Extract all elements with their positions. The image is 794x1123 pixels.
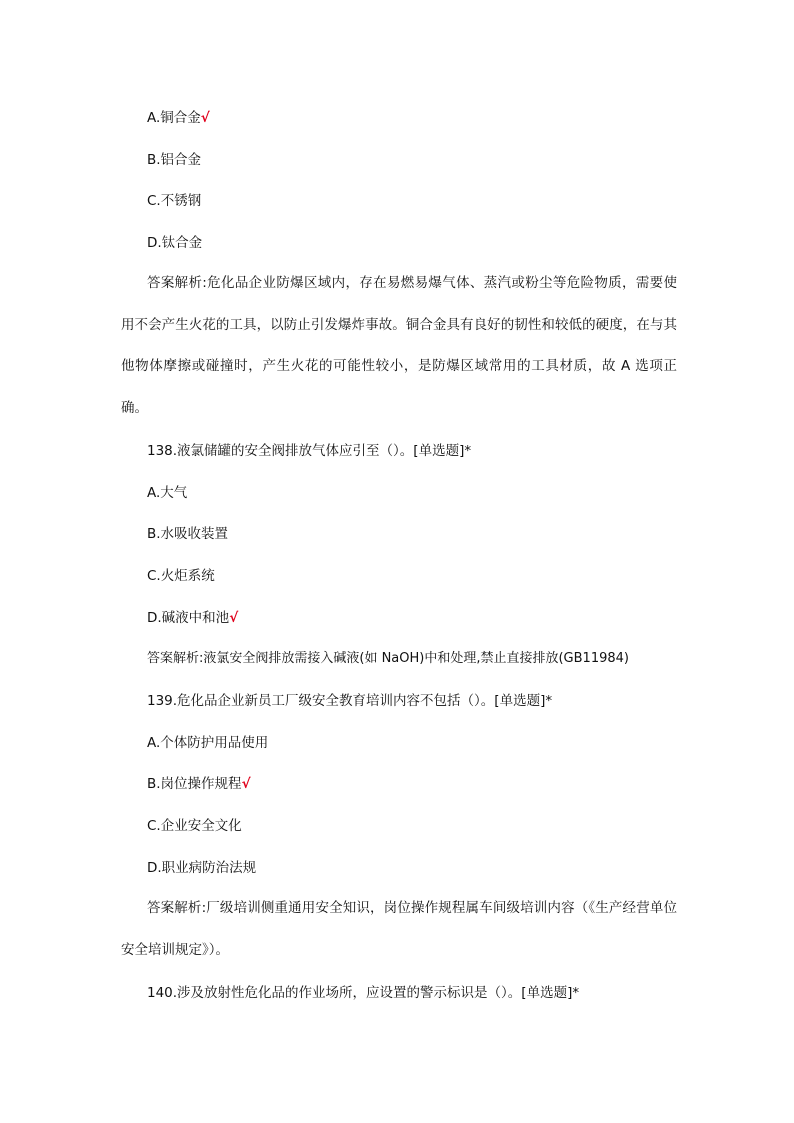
- option-d: D.钛合金: [147, 235, 203, 251]
- option-b: B.岗位操作规程√: [147, 776, 251, 792]
- question-139: 139.危化品企业新员工厂级安全教育培训内容不包括（）。[单选题]*: [147, 693, 553, 709]
- correct-check-icon: √: [229, 610, 239, 626]
- option-d: D.职业病防治法规: [147, 860, 257, 876]
- option-a: A.铜合金√: [147, 110, 210, 126]
- option-a: A.个体防护用品使用: [147, 735, 269, 751]
- option-c: C.不锈钢: [147, 193, 202, 209]
- correct-check-icon: √: [241, 776, 251, 792]
- option-c: C.火炬系统: [147, 568, 215, 584]
- option-c: C.企业安全文化: [147, 818, 242, 834]
- question-138: 138.液氯储罐的安全阀排放气体应引至（）。[单选题]*: [147, 443, 472, 459]
- option-d: D.碱液中和池√: [147, 610, 239, 626]
- answer-explanation: 答案解析:厂级培训侧重通用安全知识，岗位操作规程属车间级培训内容（《生产经营单位安全培训规定》）。: [121, 900, 677, 958]
- correct-check-icon: √: [200, 110, 210, 126]
- answer-explanation: 答案解析:危化品企业防爆区域内，存在易燃易爆气体、蒸汽或粉尘等危险物质，需要使用不会产生火花的工具，以防止引发爆炸事故。铜合金具有良好的韧性和较低的硬度，在与其他物体摩擦或碰撞时，产生火花的可能性较小，是防爆区域常用的工具材质，故 A 选项正确。: [121, 275, 677, 417]
- option-b: B.铝合金: [147, 152, 202, 168]
- answer-explanation: 答案解析:液氯安全阀排放需接入碱液(如 NaOH)中和处理,禁止直接排放(GB11984): [147, 651, 629, 666]
- option-a: A.大气: [147, 485, 188, 501]
- question-140: 140.涉及放射性危化品的作业场所，应设置的警示标识是（）。[单选题]*: [147, 985, 580, 1001]
- option-b: B.水吸收装置: [147, 526, 229, 542]
